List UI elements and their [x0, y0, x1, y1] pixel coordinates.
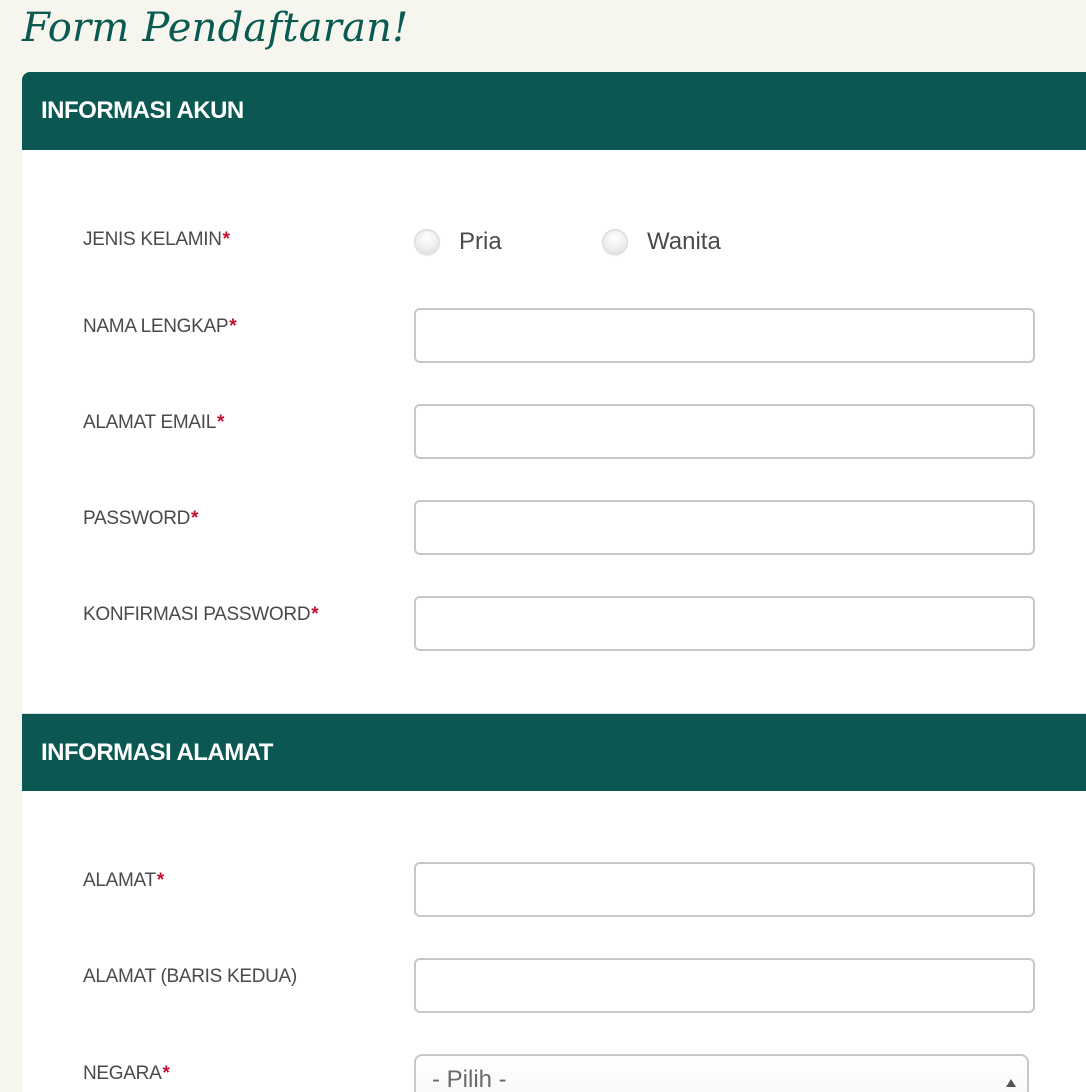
gender-radio-wanita[interactable]	[602, 226, 721, 258]
required-asterisk: *	[216, 412, 225, 433]
address2-label-text: ALAMAT (BARIS KEDUA)	[83, 966, 297, 987]
country-select-value: - Pilih -	[432, 1066, 507, 1092]
page-title: Form Pendaftaran!	[22, 5, 409, 51]
email-label	[83, 412, 224, 434]
address-label-text: ALAMAT	[83, 870, 156, 891]
address-input[interactable]	[414, 862, 1035, 917]
email-label-text: ALAMAT EMAIL	[83, 412, 216, 433]
radio-button-icon[interactable]	[602, 229, 628, 255]
required-asterisk: *	[162, 1063, 170, 1084]
country-label-text: NEGARA	[83, 1063, 162, 1084]
registration-form	[22, 72, 1086, 1092]
radio-button-icon[interactable]	[414, 229, 440, 255]
full-name-label-text: NAMA LENGKAP	[83, 316, 229, 337]
full-name-input[interactable]	[414, 308, 1035, 363]
country-label	[83, 1063, 170, 1085]
select-arrows-icon	[1005, 1076, 1017, 1092]
gender-label-text: JENIS KELAMIN	[83, 229, 222, 250]
section-header-address-info	[22, 713, 1086, 791]
password-label-text: PASSWORD	[83, 508, 191, 529]
section-title: INFORMASI ALAMAT	[41, 738, 273, 766]
confirm-password-label	[83, 604, 318, 626]
address-label	[83, 870, 164, 892]
full-name-label	[83, 316, 236, 338]
required-asterisk: *	[156, 870, 164, 891]
section-header-account-info	[22, 72, 1086, 150]
gender-radio-pria[interactable]	[414, 226, 502, 258]
address2-label	[83, 966, 297, 988]
address2-input[interactable]	[414, 958, 1035, 1013]
country-select[interactable]	[414, 1054, 1029, 1092]
required-asterisk: *	[311, 604, 319, 625]
required-asterisk: *	[229, 316, 237, 337]
gender-label	[83, 229, 230, 251]
required-asterisk: *	[191, 508, 199, 529]
confirm-password-input[interactable]	[414, 596, 1035, 651]
email-input[interactable]	[414, 404, 1035, 459]
password-input[interactable]	[414, 500, 1035, 555]
radio-label-pria: Pria	[459, 228, 502, 255]
confirm-password-label-text: KONFIRMASI PASSWORD	[83, 604, 311, 625]
password-label	[83, 508, 198, 530]
section-title: INFORMASI AKUN	[41, 97, 244, 124]
required-asterisk: *	[222, 229, 230, 250]
radio-label-wanita: Wanita	[647, 228, 721, 255]
